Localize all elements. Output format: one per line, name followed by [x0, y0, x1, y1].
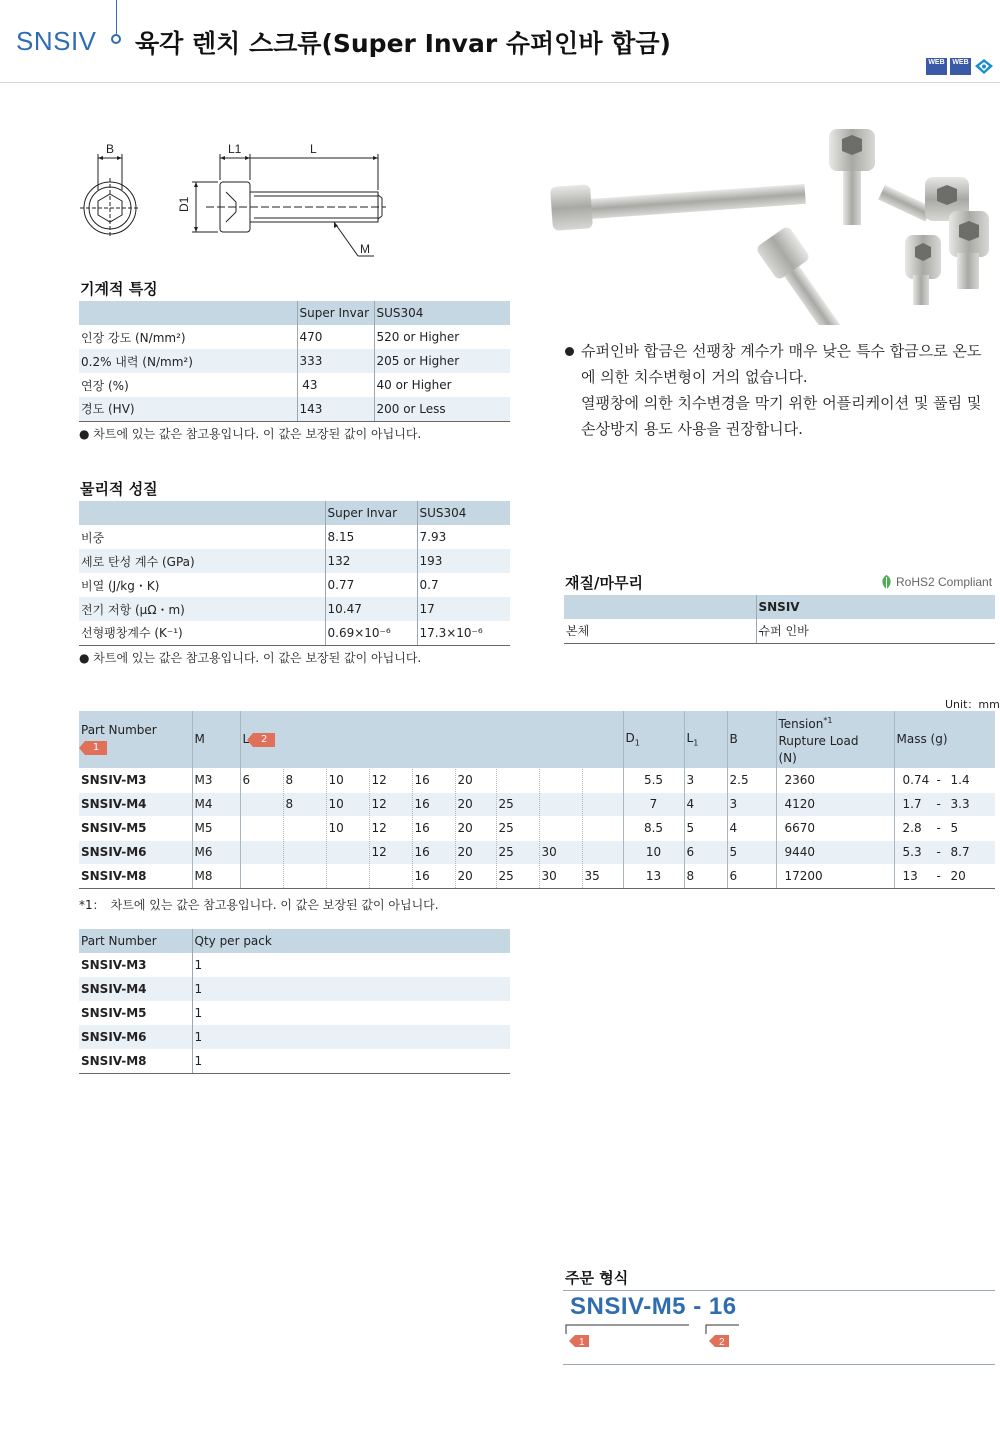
material-table: [564, 595, 995, 644]
cell: [240, 816, 283, 840]
unit-label: Unit：mm: [945, 698, 1000, 711]
cell: 6: [240, 768, 283, 792]
physical-title: 물리적 성질: [80, 480, 158, 498]
cell: 3: [727, 792, 776, 816]
cell: 비중: [81, 530, 105, 545]
header-connector-line: [116, 0, 117, 34]
header-divider: [0, 82, 1000, 83]
order-bottom-rule: [563, 1364, 995, 1365]
material-title: 재질/마무리: [565, 574, 643, 592]
pack-col-qty: Qty per pack: [192, 929, 510, 953]
screw-small-right: [949, 211, 989, 289]
table-row: [79, 1025, 510, 1049]
spec-col-l1: $L_1$: [684, 711, 727, 768]
cell: [240, 792, 283, 816]
cell: 16: [412, 840, 455, 864]
cad-download-icon[interactable]: [974, 58, 994, 75]
cell: 10: [326, 792, 369, 816]
cell: 16: [412, 792, 455, 816]
cell: M3: [192, 768, 240, 792]
web-badges: [926, 58, 994, 75]
cell: 0.7: [417, 573, 510, 597]
cell: 6670: [776, 816, 894, 840]
cell: [582, 816, 623, 840]
mass-min: 0.74: [902, 773, 930, 787]
rohs-label: RoHS2 Compliant: [896, 575, 993, 589]
cell: 40 or Higher: [374, 373, 510, 397]
description: [565, 338, 995, 442]
spec-col-m: M: [192, 711, 240, 768]
cell: 연장 (%): [81, 378, 129, 393]
cell: M4: [192, 792, 240, 816]
material-col-label: [564, 595, 756, 619]
cell: 3: [684, 768, 727, 792]
cell: 13: [623, 864, 684, 888]
cell: 20: [455, 816, 496, 840]
mechanical-col-invar: Super Invar: [297, 301, 374, 325]
cell: 6: [727, 864, 776, 888]
cell: 520 or Higher: [374, 325, 510, 349]
cell: [283, 816, 326, 840]
cell: 인장 강도 (N/mm²): [81, 330, 186, 345]
cell: 1: [192, 1001, 510, 1025]
screw-long-diagonal: [755, 225, 840, 325]
cell: 12: [369, 792, 412, 816]
cell: SNSIV-M6: [79, 1025, 192, 1049]
mechanical-table: [79, 301, 510, 422]
svg-text:1: 1: [579, 1337, 585, 1348]
physical-table: [79, 501, 510, 646]
cell: SNSIV-M5: [79, 816, 192, 840]
mass-range-cell: [894, 768, 995, 792]
cell: 12: [369, 816, 412, 840]
mechanical-col-sus: SUS304: [374, 301, 510, 325]
order-markers: [563, 1322, 743, 1352]
rohs-badge: [880, 574, 992, 590]
product-photo: [545, 125, 995, 325]
cell: 30: [539, 864, 582, 888]
cell: 8.15: [325, 525, 417, 549]
cell: 12: [369, 768, 412, 792]
cell: M5: [192, 816, 240, 840]
cell: 5: [727, 840, 776, 864]
cell: 1: [192, 1049, 510, 1073]
cell: 0.69×10⁻⁶: [325, 621, 417, 645]
mechanical-col-label: [79, 301, 297, 325]
table-row: [79, 840, 995, 864]
cell: 8.5: [623, 816, 684, 840]
cell: 본체: [564, 619, 756, 643]
cell: 470: [297, 325, 374, 349]
cell: [496, 768, 539, 792]
cell: [240, 840, 283, 864]
screw-vertical-top: [829, 129, 875, 225]
cell: 10.47: [325, 597, 417, 621]
range-dash: -: [936, 821, 941, 835]
series-code: SNSIV: [16, 26, 97, 56]
screw-small-left: [905, 235, 941, 305]
cell: 6: [684, 840, 727, 864]
flag-1-icon: 1: [85, 741, 107, 755]
cell: 9440: [776, 840, 894, 864]
mechanical-title: 기계적 특징: [80, 280, 158, 298]
dim-label-l1: L1: [228, 142, 242, 156]
cell: 35: [582, 864, 623, 888]
cell: 20: [455, 768, 496, 792]
cell: SNSIV-M3: [81, 958, 147, 972]
cell: SNSIV-M3: [79, 768, 192, 792]
svg-text:2: 2: [719, 1337, 725, 1348]
material-col-snsiv: SNSIV: [756, 595, 995, 619]
flag-2-icon: 2: [253, 733, 275, 747]
mass-max: 8.7: [950, 845, 970, 859]
cell: SNSIV-M4: [79, 977, 192, 1001]
cell: SNSIV-M4: [79, 792, 192, 816]
order-flag-1-icon: [569, 1335, 589, 1348]
order-flag-2-icon: [709, 1335, 729, 1348]
cell: 25: [496, 840, 539, 864]
cell: 143: [297, 397, 374, 421]
cell: 4: [684, 792, 727, 816]
mass-max: 1.4: [950, 773, 970, 787]
table-row: [79, 864, 995, 888]
cell: 10: [326, 768, 369, 792]
cell: [582, 792, 623, 816]
cell: 5.5: [623, 768, 684, 792]
page-title: 육각 렌치 스크류(Super Invar 슈퍼인바 합금): [135, 29, 671, 58]
cell: 세로 탄성 계수 (GPa): [79, 549, 325, 573]
order-top-rule: [563, 1290, 995, 1291]
spec-col-part: Part Number 1: [79, 711, 192, 768]
dim-label-m: M: [360, 242, 370, 256]
table-row: [79, 977, 510, 1001]
table-row: [79, 397, 510, 421]
cell: 12: [369, 840, 412, 864]
cell: 132: [325, 549, 417, 573]
cell: 슈퍼 인바: [756, 619, 995, 643]
cell: 0.2% 내력 (N/mm²): [79, 349, 297, 373]
table-row: [79, 549, 510, 573]
cell: 25: [496, 792, 539, 816]
physical-note: ● 차트에 있는 값은 참고용입니다. 이 값은 보장된 값이 아닙니다.: [79, 651, 422, 665]
cell: SNSIV-M8: [79, 1049, 192, 1073]
cell: [240, 864, 283, 888]
cell: 8: [283, 768, 326, 792]
cell: [582, 768, 623, 792]
cell: 16: [412, 816, 455, 840]
table-row: [79, 1049, 510, 1073]
mass-range-cell: [894, 864, 995, 888]
table-row: [79, 768, 995, 792]
cell: [582, 840, 623, 864]
pack-table: [79, 929, 510, 1074]
table-row: [79, 525, 510, 549]
table-row: [79, 953, 510, 977]
mass-max: 3.3: [950, 797, 970, 811]
table-row: [79, 621, 510, 645]
cell: 7.93: [417, 525, 510, 549]
cell: 0.77: [325, 573, 417, 597]
cell: [283, 840, 326, 864]
cell: 333: [297, 349, 374, 373]
mass-range-cell: [894, 792, 995, 816]
cell: 2360: [776, 768, 894, 792]
cell: SNSIV-M5: [81, 1006, 147, 1020]
cell: M6: [192, 840, 240, 864]
bullet-icon: [565, 347, 574, 356]
range-dash: -: [936, 773, 941, 787]
table-row: [79, 325, 510, 349]
cell: 43: [297, 373, 374, 397]
description-line-2: 열팽창에 의한 치수변경을 막기 위한 어플리케이션 및 풀림 및 손상방지 용도 사용을 권장합니다.: [581, 394, 982, 438]
order-title: 주문 형식: [565, 1269, 629, 1287]
cell: SNSIV-M8: [79, 864, 192, 888]
spec-note: *1： 차트에 있는 값은 참고용입니다. 이 값은 보장된 값이 아닙니다.: [79, 898, 439, 912]
web-badge[interactable]: WEB: [926, 58, 947, 75]
dim-label-b: B: [106, 142, 115, 156]
spec-col-l: L 2: [240, 711, 623, 768]
cell: 비열 (J/kg・K): [81, 578, 160, 593]
physical-col-label: [79, 501, 325, 525]
cell: 1: [192, 977, 510, 1001]
physical-col-sus: SUS304: [417, 501, 510, 525]
cell: 경도 (HV): [79, 397, 297, 421]
cell: 17.3×10⁻⁶: [417, 621, 510, 645]
mass-min: 13: [902, 869, 918, 883]
leaf-icon: [880, 574, 893, 590]
spec-col-b: B: [727, 711, 776, 768]
cell: 20: [455, 840, 496, 864]
cell: 1: [192, 1025, 510, 1049]
range-dash: -: [936, 869, 941, 883]
cell: 17200: [776, 864, 894, 888]
cell: 10: [623, 840, 684, 864]
description-line-1: 슈퍼인바 합금은 선팽창 계수가 매우 낮은 특수 합금으로 온도에 의한 치수변형이 거의 없습니다.: [581, 342, 982, 386]
cell: 1: [192, 953, 510, 977]
screw-technical-drawing: [76, 140, 396, 265]
cell: [326, 840, 369, 864]
cell: 20: [455, 792, 496, 816]
mass-range-cell: [894, 840, 995, 864]
cell: 25: [496, 864, 539, 888]
cell: 200 or Less: [374, 397, 510, 421]
mass-min: 2.8: [902, 821, 922, 835]
mass-max: 20: [950, 869, 966, 883]
cell: 2.5: [727, 768, 776, 792]
table-row: [79, 597, 510, 621]
mechanical-note: ● 차트에 있는 값은 참고용입니다. 이 값은 보장된 값이 아닙니다.: [79, 427, 422, 441]
table-row: [79, 573, 510, 597]
cell: 선형팽창계수 (K⁻¹): [79, 621, 325, 645]
mass-range-cell: [894, 816, 995, 840]
cell: [539, 792, 582, 816]
cell: 30: [539, 840, 582, 864]
cell: M8: [192, 864, 240, 888]
cell: 25: [496, 816, 539, 840]
cell: 16: [412, 768, 455, 792]
dim-label-l: L: [310, 142, 317, 156]
spec-col-mass: Mass (g): [894, 711, 995, 768]
cell: 17: [417, 597, 510, 621]
table-row: [79, 373, 510, 397]
table-row: [564, 619, 995, 643]
cell: [369, 864, 412, 888]
spec-col-d1: $D_1$: [623, 711, 684, 768]
dim-label-d1: D1: [177, 196, 191, 212]
cell: 10: [326, 816, 369, 840]
table-row: [79, 1001, 510, 1025]
range-dash: -: [936, 845, 941, 859]
table-row: [79, 792, 995, 816]
pack-col-part: Part Number: [79, 929, 192, 953]
range-dash: -: [936, 797, 941, 811]
cell: SNSIV-M6: [79, 840, 192, 864]
mass-min: 1.7: [902, 797, 922, 811]
screw-long-horizontal: [550, 184, 806, 231]
cell: [539, 816, 582, 840]
table-row: [79, 816, 995, 840]
cell: 205 or Higher: [374, 349, 510, 373]
mass-min: 5.3: [902, 845, 922, 859]
physical-col-invar: Super Invar: [325, 501, 417, 525]
cell: 20: [455, 864, 496, 888]
cell: 8: [684, 864, 727, 888]
cell: [326, 864, 369, 888]
cell: 16: [412, 864, 455, 888]
mass-max: 5: [950, 821, 959, 835]
cell: 전기 저항 (μΩ・m): [79, 597, 325, 621]
cell: 5: [684, 816, 727, 840]
order-code: SNSIV-M5 - 16: [570, 1293, 737, 1320]
cell: [283, 864, 326, 888]
description-paragraph: [565, 338, 995, 442]
spec-col-tension: Tension$^{*1}$ Rupture Load (N): [776, 711, 894, 768]
cell: [539, 768, 582, 792]
spec-table: [79, 711, 995, 889]
cell: 4120: [776, 792, 894, 816]
cell: 8: [283, 792, 326, 816]
cell: 193: [417, 549, 510, 573]
table-row: [79, 349, 510, 373]
web-badge[interactable]: WEB: [950, 58, 971, 75]
cell: 4: [727, 816, 776, 840]
header-connector-dot: [111, 34, 121, 44]
cell: 7: [623, 792, 684, 816]
